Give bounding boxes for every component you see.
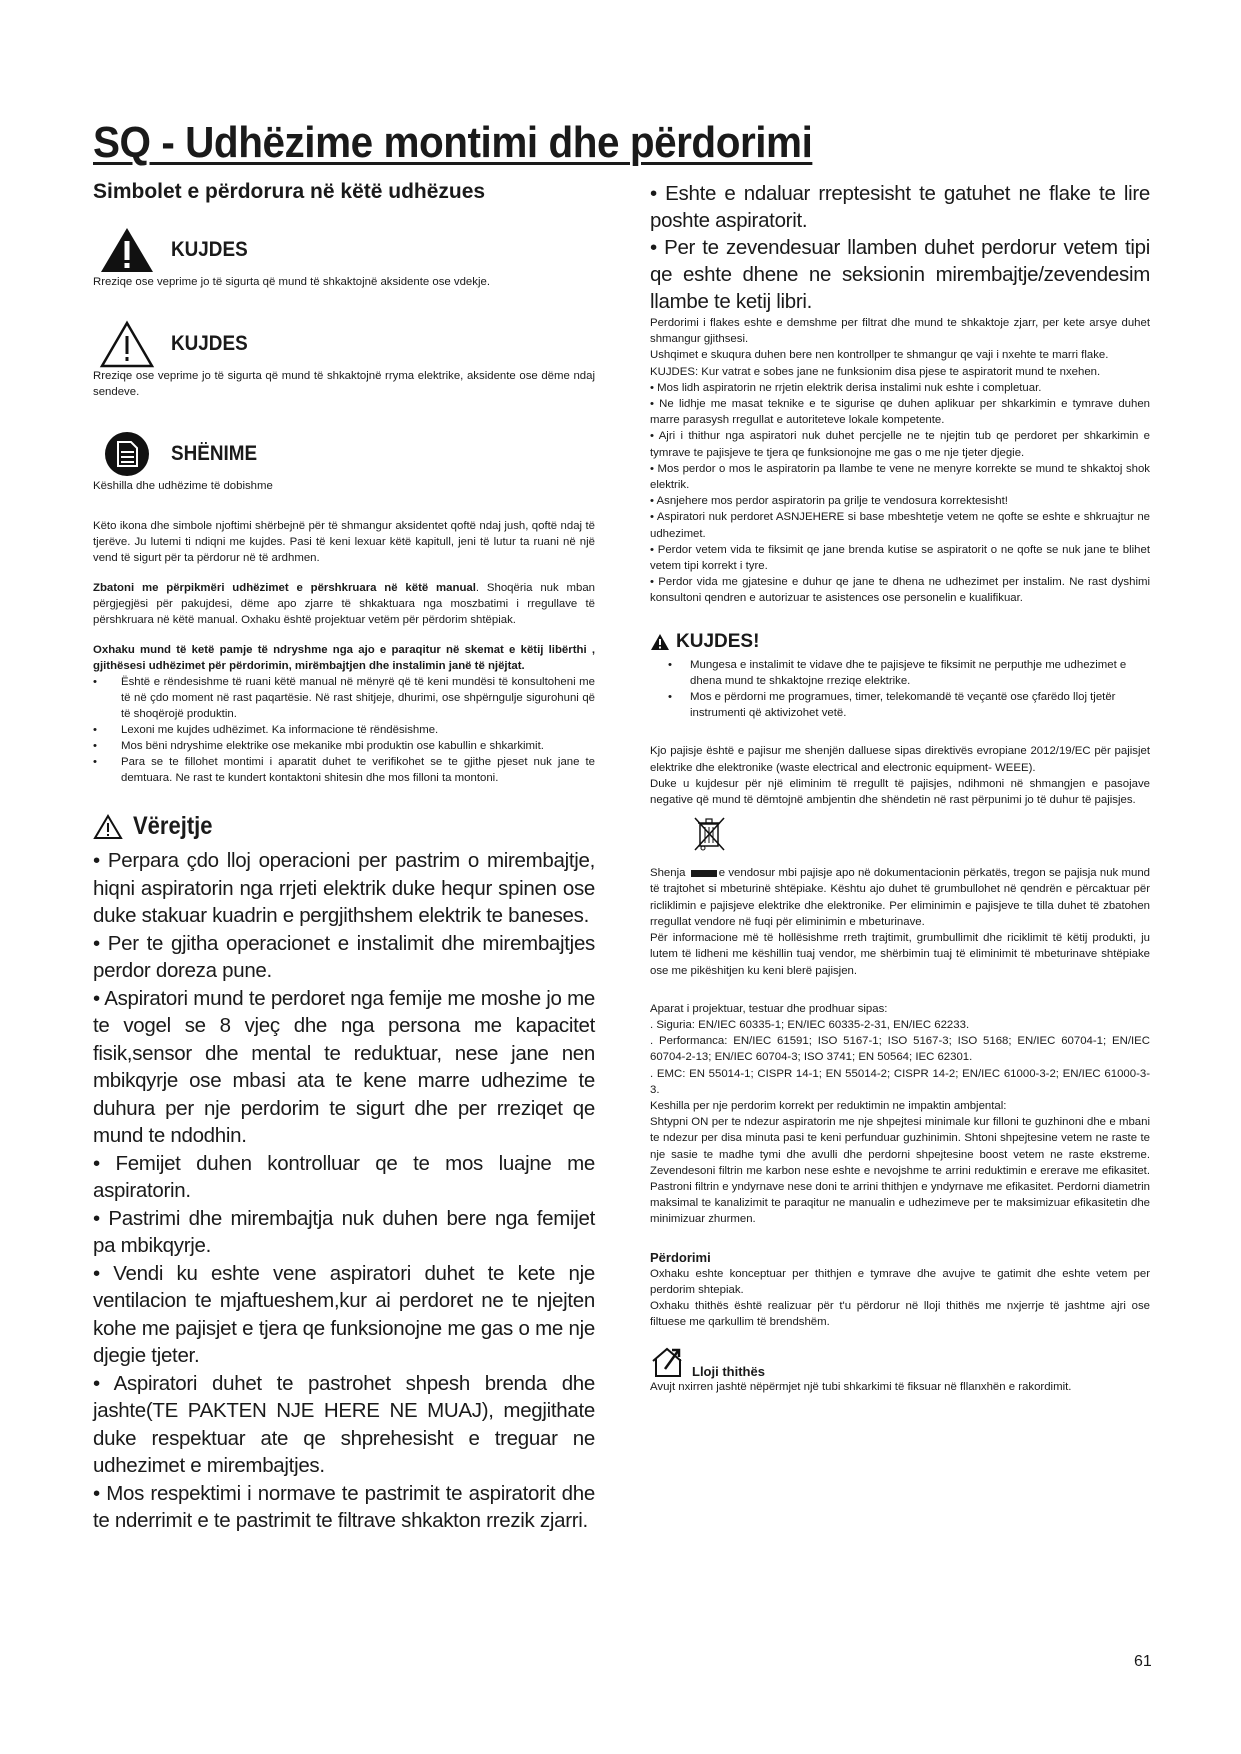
weee-paragraph [650,865,1150,930]
safety-small-paragraph: • Perdor vetem vida te fiksimit qe jane brenda kutise se aspiratorit o ne qofte se nuk jane te blihet vetem tipi korrekt i tyre. [650,543,1150,573]
standards-line: . EMC: EN 55014-1; CISPR 14-1; EN 55014-2; CISPR 14-2; EN/IEC 61000-3-2; EN/IEC 61000-3-3. [650,1067,1150,1096]
warning-label: KUJDES [171,332,248,355]
safety-paragraph: • Pastrimi dhe mirembajtja nuk duhen bere nga femijet pa mbikqyrje. [93,1206,595,1257]
safety-paragraph: • Aspiratori mund te perdoret nga femije me moshe jo me te vogel se 8 vjeç dhe nga persona me kapacitet fisik,sensor dhe mental te reduktuar, nese jane nen mbikqyrje ose mbasi ata te kene marre udhezime te duhura per nje perdorim te sigurt dhe per rreziqet qe mund te ndodhin. [93,986,595,1147]
weee-sign-text: e vendosur mbi pajisje apo në dokumentacionin përkatës, tregon se pajisja nuk mund të trajtohet si mbeturinë shtëpiake. Kështu ajo duhet të grumbullohet në qendrën e përcaktuar për ricliklimin e pajisjeve elektrike dhe elektronike. Per eliminimin e pajisjeve te tilla duhet të zbatohen rregullat vendore në fuqi për eliminimin e mbeturinave. [650,867,1150,928]
safety-paragraph: • Femijet duhen kontrolluar qe te mos luajne me aspiratorin. [93,1151,595,1202]
safety-small-paragraph: • Aspiratori nuk perdoret ASNJEHERE si base mbeshtetje vetem ne qofte se eshte e shkruajtur ne udhezimet. [650,511,1150,540]
safety-paragraph: • Perpara çdo lloj operacioni per pastrim o mirembajtje, hiqni aspiratorin nga rrjeti elektrik duke hequr spinen ose duke stakuar kuadrin e pergjithshem elektrik te baneses. [93,849,595,927]
warning-danger-block [93,226,595,290]
note-block [93,430,595,494]
safety-small-paragraph: Ushqimet e skuqura duhen bere nen kontrollper te shmangur qe vaji i nxehte te marri flake. [650,349,1109,362]
ducted-house-icon [650,1345,688,1379]
kujdes-label: KUJDES! [676,630,760,652]
weee-paragraph: Duke u kujdesur për një eliminim të rregullt të pajisjes, ndihmoni në shmangjen e pasojave negative që mund të dëmtojnë ambjentin dhe shëndetin në rast përpunimi jo të duhur të pajisjes. [650,777,1150,807]
kujdes-bullets [650,657,1150,722]
warning-filled-icon [99,226,155,274]
compliance-bold: Zbatoni me përpikmëri udhëzimet e përshkruara në këtë manual [93,582,476,594]
safety-small-paragraph: • Perdor vida me gjatesine e duhur qe jane te dhena ne udhezimet per instalim. Ne rast dyshimi konsultoni qendren e autorizuar te asistences ose personelin e kualifikuar. [650,576,1150,605]
usage-title: Përdorimi [650,1249,711,1265]
kujdes-heading [650,631,1150,653]
safety-paragraph: • Vendi ku eshte vene aspiratori duhet te kete nje ventilacion te mjaftueshem,kur ai perdoret ne te njejten kohe me pajisjet e tjera qe funksionojne me gas o me nje djegie tjeter. [93,1261,595,1367]
safety-small-paragraph: • Ajri i thithur nga aspiratori nuk duhet percjelle ne te njejtin tub qe perdoret per shkarkimin e tymrave te pajisjeve te tjera qe funksionojne me gas o me nje tjeter djegie. [650,430,1150,459]
note-document-icon [99,430,155,478]
list-item: • Mos bëni ndryshime elektrike ose mekanike mbi produktin ose kabullin e shkarkimit. [93,738,595,754]
crossed-bin-icon [692,814,728,854]
safety-small-paragraph: KUJDES: Kur vatrat e sobes jane ne funksionim disa pjese te aspiratorit mund te nxehen. [650,365,1101,378]
extraction-type-heading [650,1345,1150,1379]
warning-label: KUJDES [171,238,248,261]
left-column [93,180,595,1535]
warning-text: Rreziqe ose veprime jo të sigurta që mund të shkaktojnë rryma elektrike, aksidente ose dëme ndaj sendeve. [93,370,595,398]
standards-line: . Performanca: EN/IEC 61591; ISO 5167-1; ISO 5167-3; ISO 5168; EN/IEC 60704-1; EN/IEC 60704-2-13; EN/IEC 60704-3; ISO 3741; EN 50564; IEC 62301. [650,1035,1150,1064]
safety-paragraph: • Aspiratori duhet te pastrohet shpesh brenda dhe jashte(TE PAKTEN NJE HERE NE MUAJ), megjithate duke respektuar ate qe shprehesisht e treguar ne udhezimet e mirembajtjes. [93,1371,595,1477]
safety-paragraph: • Per te gjitha operacionet e instalimit dhe mirembajtjes perdor doreza pune. [93,931,595,982]
warning-electric-block [93,320,595,400]
standards-line: Keshilla per nje perdorim korrekt per reduktimin ne impaktin ambjental: [650,1099,1007,1112]
list-item: • Lexoni me kujdes udhëzimet. Ka informacione të rëndësishme. [93,722,595,738]
extraction-type-text: Avujt nxirren jashtë nëpërmjet një tubi shkarkimi të fiksuar në fllanxhën e rakordimit. [650,1380,1072,1393]
compliance-rest: . Shoqëria nuk mban përgjegjësi për pakujdesi, dëme apo zjarre të shkaktuara nga moszbatimi i rregullave të përshkruara në këtë manual. Oxhaku është projektuar vetëm për përdorim shtëpiak. [93,582,595,626]
warning-text: Rreziqe ose veprime jo të sigurta që mund të shkaktojnë aksidente ose vdekje. [93,276,490,288]
list-item: • Mungesa e instalimit te vidave dhe te pajisjeve te fiksimit ne perputhje me udhezimet e dhena mund te shkaktojne rreziqe elektrike. [668,657,1150,689]
list-item: • Është e rëndesishme të ruani këtë manual në mënyrë që të keni mundësi të konsultoheni me të në çdo moment në rast paqartësie. Në rast shitjeje, dhurimi, ose shpërngulje sigurohuni që të shoqërojë produktin. [93,674,595,722]
safety-paragraph: • Eshte e ndaluar rreptesisht te gatuhet ne flake te lire poshte aspiratorit. [650,182,1150,232]
extraction-type-label: Lloji thithës [692,1363,765,1379]
verejtje-heading [93,812,595,841]
appearance-paragraph [93,642,595,674]
safety-small-paragraph: • Mos lidh aspiratorin ne rrjetin elektrik derisa instalimi nuk eshte i completuar. [650,381,1042,394]
usage-paragraph: Oxhaku eshte konceptuar per thithjen e tymrave dhe avujve te gatimit dhe eshte vetem per perdorim shtepiak. [650,1267,1150,1296]
page-title: SQ - Udhëzime montimi dhe përdorimi [93,118,813,167]
standards-line: . Siguria: EN/IEC 60335-1; EN/IEC 60335-2-31, EN/IEC 62233. [650,1018,970,1031]
weee-sign-label: Shenja [650,867,686,880]
intro-paragraph: Këto ikona dhe simbole njoftimi shërbejnë për të shmangur aksidentet qoftë ndaj jush, qoftë ndaj të tjerëve. Ju lutemi ti ndiqni me kujdes. Pasi të keni lexuar këtë kapitull, jeni të lutur ta ruani në një vend të sigurt për ta përdorur në të ardhmen. [93,520,595,564]
appearance-bold: Oxhaku mund të ketë pamje të ndryshme nga ajo e paraqitur në skemat e këtij libërthi , gjithësesi udhëzimet për përdorimin, mirëmbajtjen dhe instalimin janë të njëjtat. [93,644,595,672]
manual-compliance-paragraph [93,580,595,628]
general-bullets [93,674,595,786]
standards-line: Shtypni ON per te ndezur aspiratorin me nje shpejtesi minimale kur filloni te guzhinoni dhe e mbani te ndezur per disa minuta pasi te keni perfunduar guzhinimin. Shtoni shpejtesine vetem ne raste te nje sasie te madhe tymi dhe avulli dhe perdorni shpejtesine boost vetem ne raste ekstreme. Zevendesoni filtrin me karbon nese eshte e nevojshme te arrini reduktimin e ererave me efikasitet. Pastroni filtrin e yndyrnave nese doni te arrini thithjen e yndyrnave me efikasitet. Perdorni diametrin maksimal te kanalizimit te paraqitur ne manualin e udhezimeve per te maksimizuar efikasitetin dhe minimizuar zhurmen. [650,1116,1150,1226]
list-item: • Mos e përdorni me programues, timer, telekomandë të veçantë ose çfarëdo lloj tjetër instrumenti që aktivizohet vetë. [668,689,1150,721]
black-bar-symbol [691,870,717,877]
safety-small-paragraph: Perdorimi i flakes eshte e demshme per filtrat dhe mund te shkaktoje zjarr, per kete arsye duhet shmangur gjithsesi. [650,317,1150,346]
standards-line: Aparat i projektuar, testuar dhe prodhuar sipas: [650,1002,888,1015]
warning-outline-icon [99,320,155,368]
warning-outline-icon [93,814,123,840]
note-label: SHËNIME [171,442,258,465]
weee-paragraph: Kjo pajisje është e pajisur me shenjën dalluese sipas direktivës evropiane 2012/19/EC për pajisjet elektrike dhe elektronike (waste electrical and electronic equipment- WEEE). [650,745,1150,774]
usage-paragraph: Oxhaku thithës është realizuar për t'u përdorur në lloji thithës me nxjerrje të jashtme ajri ose filtuese me qarkullim të brendshëm. [650,1300,1150,1329]
safety-small-paragraph: • Mos perdor o mos le aspiratorin pa llambe te vene ne menyre korrekte se mund te shkaktoj shok elektrik. [650,462,1150,492]
list-item: • Para se te fillohet montimi i aparatit duhet te verifikohet se te gjithe pjeset nuk jane te demtuara. Ne rast te kundert kontaktoni shitesin dhe mos filloni ta montoni. [93,754,595,786]
safety-paragraph: • Mos respektimi i normave te pastrimit te aspiratorit dhe te nderrimit e te pastrimit te filtrave shkakton rrezik zjarri. [93,1481,595,1532]
right-column [650,180,1150,1395]
safety-small-paragraph: • Ne lidhje me masat teknike e te sigurise qe duhen aplikuar per shkarkimin e tymrave duhen marre parasysh rregullat e autoriteteve lokale kompetente. [650,398,1150,427]
note-text: Këshilla dhe udhëzime të dobishme [93,480,273,492]
safety-paragraph: • Per te zevendesuar llamben duhet perdorur vetem tipi qe eshte dhene ne seksionin mirembajtje/zevendesim llambe te ketij libri. [650,236,1150,313]
warning-filled-icon [650,633,670,651]
safety-small-paragraph: • Asnjehere mos perdor aspiratorin pa grilje te vendosura korrektesisht! [650,495,1008,508]
page-number: 61 [1134,1653,1152,1670]
weee-paragraph: Për informacione më të hollësishme rreth trajtimit, grumbullimit dhe riciklimit të këtij produkti, ju lutem të lidheni me këshillin tuaj vendor, me shërbimin tuaj të eliminimit të mbeturinave shtëpiake ose me pikëshitjen ku keni blerë pajisjen. [650,932,1150,977]
verejtje-label: Vërejtje [133,812,213,840]
symbols-subtitle: Simbolet e përdorura në këtë udhëzues [93,180,486,203]
